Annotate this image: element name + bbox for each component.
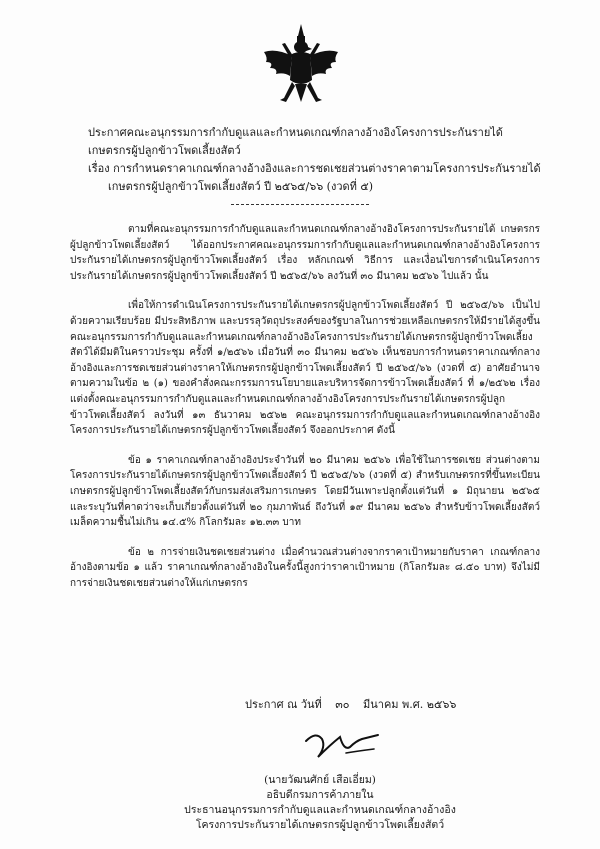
announcement-date [245, 695, 466, 713]
header-divider [231, 204, 369, 205]
clause-1-text: ส่วนต่างตามโครงการประกันรายได้เกษตรกรผู้ปลูกข้าวโพดเลี้ยงสัตว์ ปี ๒๕๖๕/๖๖ (งวดที่ ๕) สำหรับเกษตรกรที่ขึ้นทะเบียนเกษตรกรผู้ปลูกข้าวโพดเลี้ยงสัตว์กับกรมส่งเสริมการเกษตร โดยมีวันเพาะปลูกตั้งแต่วันที่ ๑ มิถุนายน ๒๕๖๕ และระบุวันที่คาดว่าจะเก็บเกี่ยวตั้งแต่วันที่ ๒๐ กุมภาพันธ์ ถึงวันที่ ๑๙ มีนาคม ๒๕๖๖ สำหรับข้าวโพดเลี้ยงสัตว์เมล็ดความชื้นไม่เกิน ๑๔.๕% กิโลกรัมละ ๑๒.๓๓ บาท [70, 454, 540, 529]
garuda-emblem-icon [262, 22, 340, 112]
announcement-body [70, 222, 540, 605]
clause-2 [70, 545, 540, 592]
header-title-line-2: เกษตรกรผู้ปลูกข้าวโพดเลี้ยงสัตว์ [88, 144, 241, 157]
announcement-header [88, 124, 541, 196]
clause-1-lead: ข้อ ๑ ราคาเกณฑ์กลางอ้างอิงประจำวันที่ ๒๐ มีนาคม ๒๕๖๖ เพื่อใช้ในการชดเชย [128, 454, 482, 466]
clause-1 [70, 453, 540, 531]
handwritten-signature [300, 727, 384, 765]
signer-title-1: อธิบดีกรมการค้าภายใน [266, 789, 374, 801]
header-subject-line-1: เรื่อง การกำหนดราคาเกณฑ์กลางอ้างอิงและการชดเชยส่วนต่างราคาตามโครงการประกันรายได้ [88, 162, 541, 175]
clause-2-lead: ข้อ ๒ การจ่ายเงินชดเชยส่วนต่าง เมื่อคำนวณส่วนต่างจากราคาเป้าหมายกับราคา [128, 546, 484, 558]
signer-title-3: โครงการประกันรายได้เกษตรกรผู้ปลูกข้าวโพดเลี้ยงสัตว์ [195, 819, 445, 831]
header-subject-line-2: เกษตรกรผู้ปลูกข้าวโพดเลี้ยงสัตว์ ปี ๒๕๖๕/๖๖ (งวดที่ ๕) [108, 180, 374, 193]
paragraph-1 [70, 222, 540, 284]
signer-name: (นายวัฒนศักย์ เสือเอี่ยม) [264, 774, 376, 786]
signer-title-2: ประธานอนุกรรมการกำกับดูแลและกำหนดเกณฑ์กลางอ้างอิง [184, 804, 456, 816]
paragraph-2-text: เป็นไปด้วยความเรียบร้อย มีประสิทธิภาพ และบรรลุวัตถุประสงค์ของรัฐบาลในการช่วยเหลือเกษตรกรให้มีรายได้สูงขึ้น คณะอนุกรรมการกำกับดูแลและกำหนดเกณฑ์กลางอ้างอิงโครงการประกันรายได้เกษตรกรผู้ปลูกข้าวโพดเลี้ยงสัตว์ได้มีมติในคราวประชุม ครั้งที่ ๑/๒๕๖๖ เมื่อวันที่ ๓๐ มีนาคม ๒๕๖๖ เห็นชอบการกำหนดราคาเกณฑ์กลางอ้างอิงและการชดเชยส่วนต่างราคาให้เกษตรกรผู้ปลูกข้าวโพดเลี้ยงสัตว์ ปี ๒๕๖๕/๖๖ (งวดที่ ๕) อาศัยอำนาจตามความในข้อ ๒ (๑) ของคำสั่งคณะกรรมการนโยบายและบริหารจัดการข้าวโพดเลี้ยงสัตว์ ที่ ๑/๒๕๖๒ เรื่อง แต่งตั้งคณะอนุกรรมการกำกับดูแลและกำหนดเกณฑ์กลางอ้างอิงโครงการประกันรายได้เกษตรกรผู้ปลูกข้าวโพดเลี้ยงสัตว์ ลงวันที่ ๑๓ ธันวาคม ๒๕๖๒ คณะอนุกรรมการกำกับดูแลและกำหนดเกณฑ์กลางอ้างอิงโครงการประกันรายได้เกษตรกรผู้ปลูกข้าวโพดเลี้ยงสัตว์ จึงออกประกาศ ดังนี้ [70, 300, 540, 437]
header-title-line-1: ประกาศคณะอนุกรรมการกำกับดูแลและกำหนดเกณฑ์กลางอ้างอิงโครงการประกันรายได้ [88, 126, 503, 139]
date-prefix: ประกาศ ณ วันที่ [245, 698, 322, 711]
paragraph-2-lead: เพื่อให้การดำเนินโครงการประกันรายได้เกษตรกรผู้ปลูกข้าวโพดเลี้ยงสัตว์ ปี ๒๕๖๕/๖๖ [128, 300, 505, 312]
paragraph-1-lead: ตามที่คณะอนุกรรมการกำกับดูแลและกำหนดเกณฑ์กลางอ้างอิงโครงการประกันรายได้ [128, 224, 496, 235]
signature-block [170, 773, 470, 833]
date-day: ๓๐ [335, 698, 350, 711]
paragraph-2 [70, 298, 540, 438]
date-month-year: มีนาคม พ.ศ. ๒๕๖๖ [363, 698, 457, 711]
clause-2-text: เกณฑ์กลางอ้างอิงตามข้อ ๑ แล้ว ราคาเกณฑ์กลางอ้างอิงในครั้งนี้สูงกว่าราคาเป้าหมาย (กิโลกรัมละ ๘.๕๐ บาท) จึงไม่มีการจ่ายเงินชดเชยส่วนต่างให้แก่เกษตรกร [70, 546, 540, 589]
paragraph-1-text: เกษตรกรผู้ปลูกข้าวโพดเลี้ยงสัตว์ ได้ออกประกาศคณะอนุกรรมการกำกับดูแลและกำหนดเกณฑ์กลางอ้างอิงโครงการประกันรายได้เกษตรกรผู้ปลูกข้าวโพดเลี้ยงสัตว์ เรื่อง หลักเกณฑ์ วิธีการ และเงื่อนไขการดำเนินโครงการประกันรายได้เกษตรกรผู้ปลูกข้าวโพดเลี้ยงสัตว์ ปี ๒๕๖๕/๖๖ ลงวันที่ ๓๐ มีนาคม ๒๕๖๖ ไปแล้ว นั้น [70, 224, 540, 282]
